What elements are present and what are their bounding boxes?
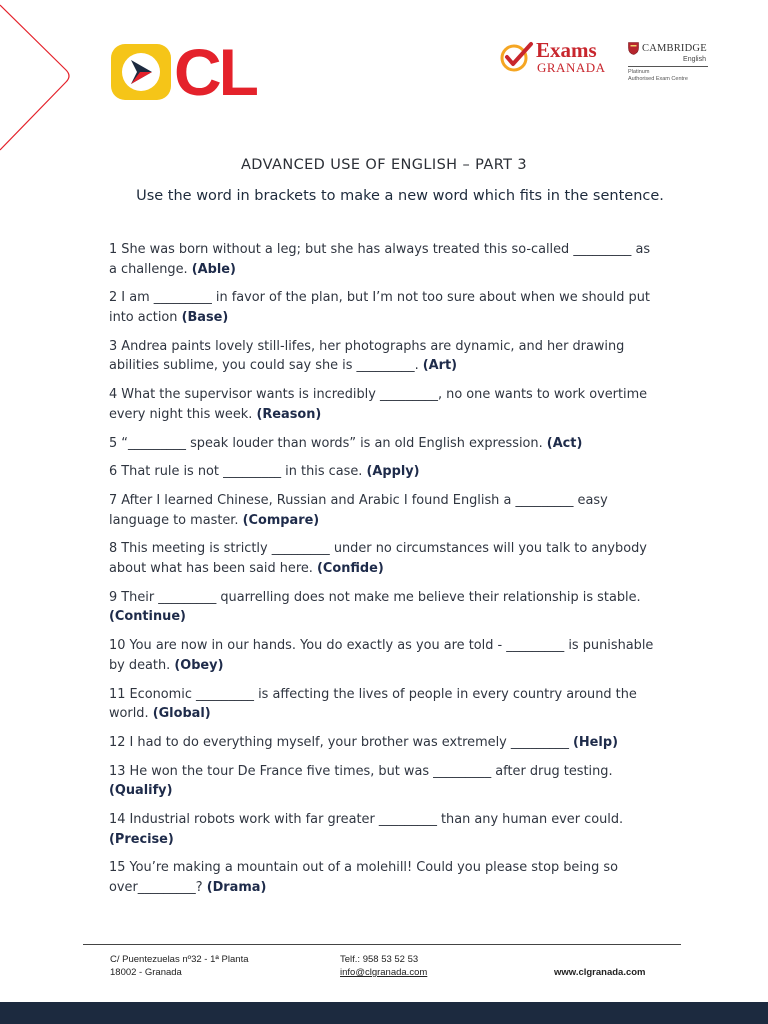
question-hint: (Help) [573, 734, 618, 750]
cl-badge-icon [110, 43, 172, 101]
question-item [109, 685, 661, 724]
question-hint: (Global) [152, 706, 211, 722]
question-item [109, 462, 661, 482]
question-text: 5 “_________ speak louder than words” is an old English expression. [109, 435, 543, 451]
checkmark-icon [498, 40, 534, 74]
shield-icon [628, 42, 639, 55]
footer-address [110, 953, 249, 979]
question-hint: (Able) [191, 261, 236, 277]
question-text: 6 That rule is not _________ in this case. [109, 464, 363, 480]
question-text: 11 Economic _________ is affecting the lives of people in every country around the world. [109, 686, 637, 722]
question-item [109, 858, 661, 897]
cambridge-sub: English [683, 56, 706, 63]
question-hint: (Compare) [242, 512, 320, 528]
address-line-2: 18002 - Granada [110, 967, 182, 978]
cambridge-line2: Authorised Exam Centre [628, 76, 688, 82]
question-item [109, 539, 661, 578]
question-text: 4 What the supervisor wants is incredibly _________, no one wants to work overtime every night this week. [109, 387, 648, 422]
question-hint: (Base) [181, 309, 229, 325]
question-text: 1 She was born without a leg; but she has always treated this so-called _________ as a challenge. [109, 242, 651, 277]
question-text: 15 You’re making a mountain out of a molehill! Could you please stop being so over_________? [109, 860, 618, 896]
question-item [109, 762, 661, 801]
question-list [109, 240, 661, 907]
cambridge-name: CAMBRIDGE [642, 43, 707, 54]
question-item [109, 385, 661, 424]
phone-number: Telf.: 958 53 52 53 [340, 954, 419, 965]
question-hint: (Qualify) [109, 783, 173, 799]
question-item [109, 288, 661, 327]
footer-divider [83, 944, 681, 945]
question-hint: (Art) [422, 358, 458, 374]
exams-granada-logo [498, 40, 606, 74]
question-item [109, 636, 661, 675]
cl-logo [110, 35, 256, 109]
exams-word: Exams [536, 38, 597, 62]
cambridge-line1: Platinum [628, 69, 650, 75]
question-hint: (Drama) [206, 880, 267, 896]
question-text: 8 This meeting is strictly _________ under no circumstances will you talk to anybody about what has been said here. [109, 541, 647, 577]
question-hint: (Precise) [109, 831, 174, 847]
question-text: 13 He won the tour De France five times, but was _________ after drug testing. [109, 763, 613, 779]
question-item [109, 240, 661, 279]
cambridge-logo [628, 42, 708, 83]
question-text: 12 I had to do everything myself, your brother was extremely _________ [109, 734, 569, 750]
question-hint: (Apply) [366, 464, 420, 480]
address-line-1: C/ Puentezuelas nº32 - 1ª Planta [110, 954, 249, 965]
question-hint: (Obey) [174, 657, 224, 673]
question-item [109, 337, 661, 376]
corner-decoration [0, 0, 80, 160]
question-item [109, 588, 661, 627]
exams-city: GRANADA [537, 60, 606, 75]
cambridge-divider [628, 66, 708, 67]
question-item [109, 810, 661, 849]
email-link[interactable]: info@clgranada.com [340, 967, 428, 978]
question-text: 2 I am _________ in favor of the plan, but I’m not too sure about when we should put into action [109, 290, 650, 325]
bottom-bar [0, 1002, 768, 1024]
question-text: 3 Andrea paints lovely still-lifes, her photographs are dynamic, and her drawing abilities sublime, you could say she is _________. [109, 338, 625, 374]
footer-contact [340, 953, 427, 979]
question-item [109, 434, 661, 454]
question-hint: (Confide) [316, 561, 384, 577]
cl-logo-text: CL [174, 35, 256, 109]
page-title: ADVANCED USE OF ENGLISH – PART 3 [240, 157, 528, 173]
question-item [109, 733, 661, 753]
question-text: 7 After I learned Chinese, Russian and Arabic I found English a _________ easy language to master. [109, 493, 608, 528]
question-hint: (Act) [546, 435, 583, 451]
question-item [109, 491, 661, 530]
question-hint: (Reason) [256, 406, 322, 422]
question-hint: (Continue) [109, 609, 186, 625]
question-text: 10 You are now in our hands. You do exactly as you are told - _________ is punishable by death. [109, 638, 654, 673]
instruction-text: Use the word in brackets to make a new word which fits in the sentence. [136, 188, 664, 204]
website-link[interactable]: www.clgranada.com [554, 967, 646, 978]
question-text: 9 Their _________ quarrelling does not make me believe their relationship is stable. [109, 589, 641, 605]
question-text: 14 Industrial robots work with far greater _________ than any human ever could. [109, 812, 624, 828]
